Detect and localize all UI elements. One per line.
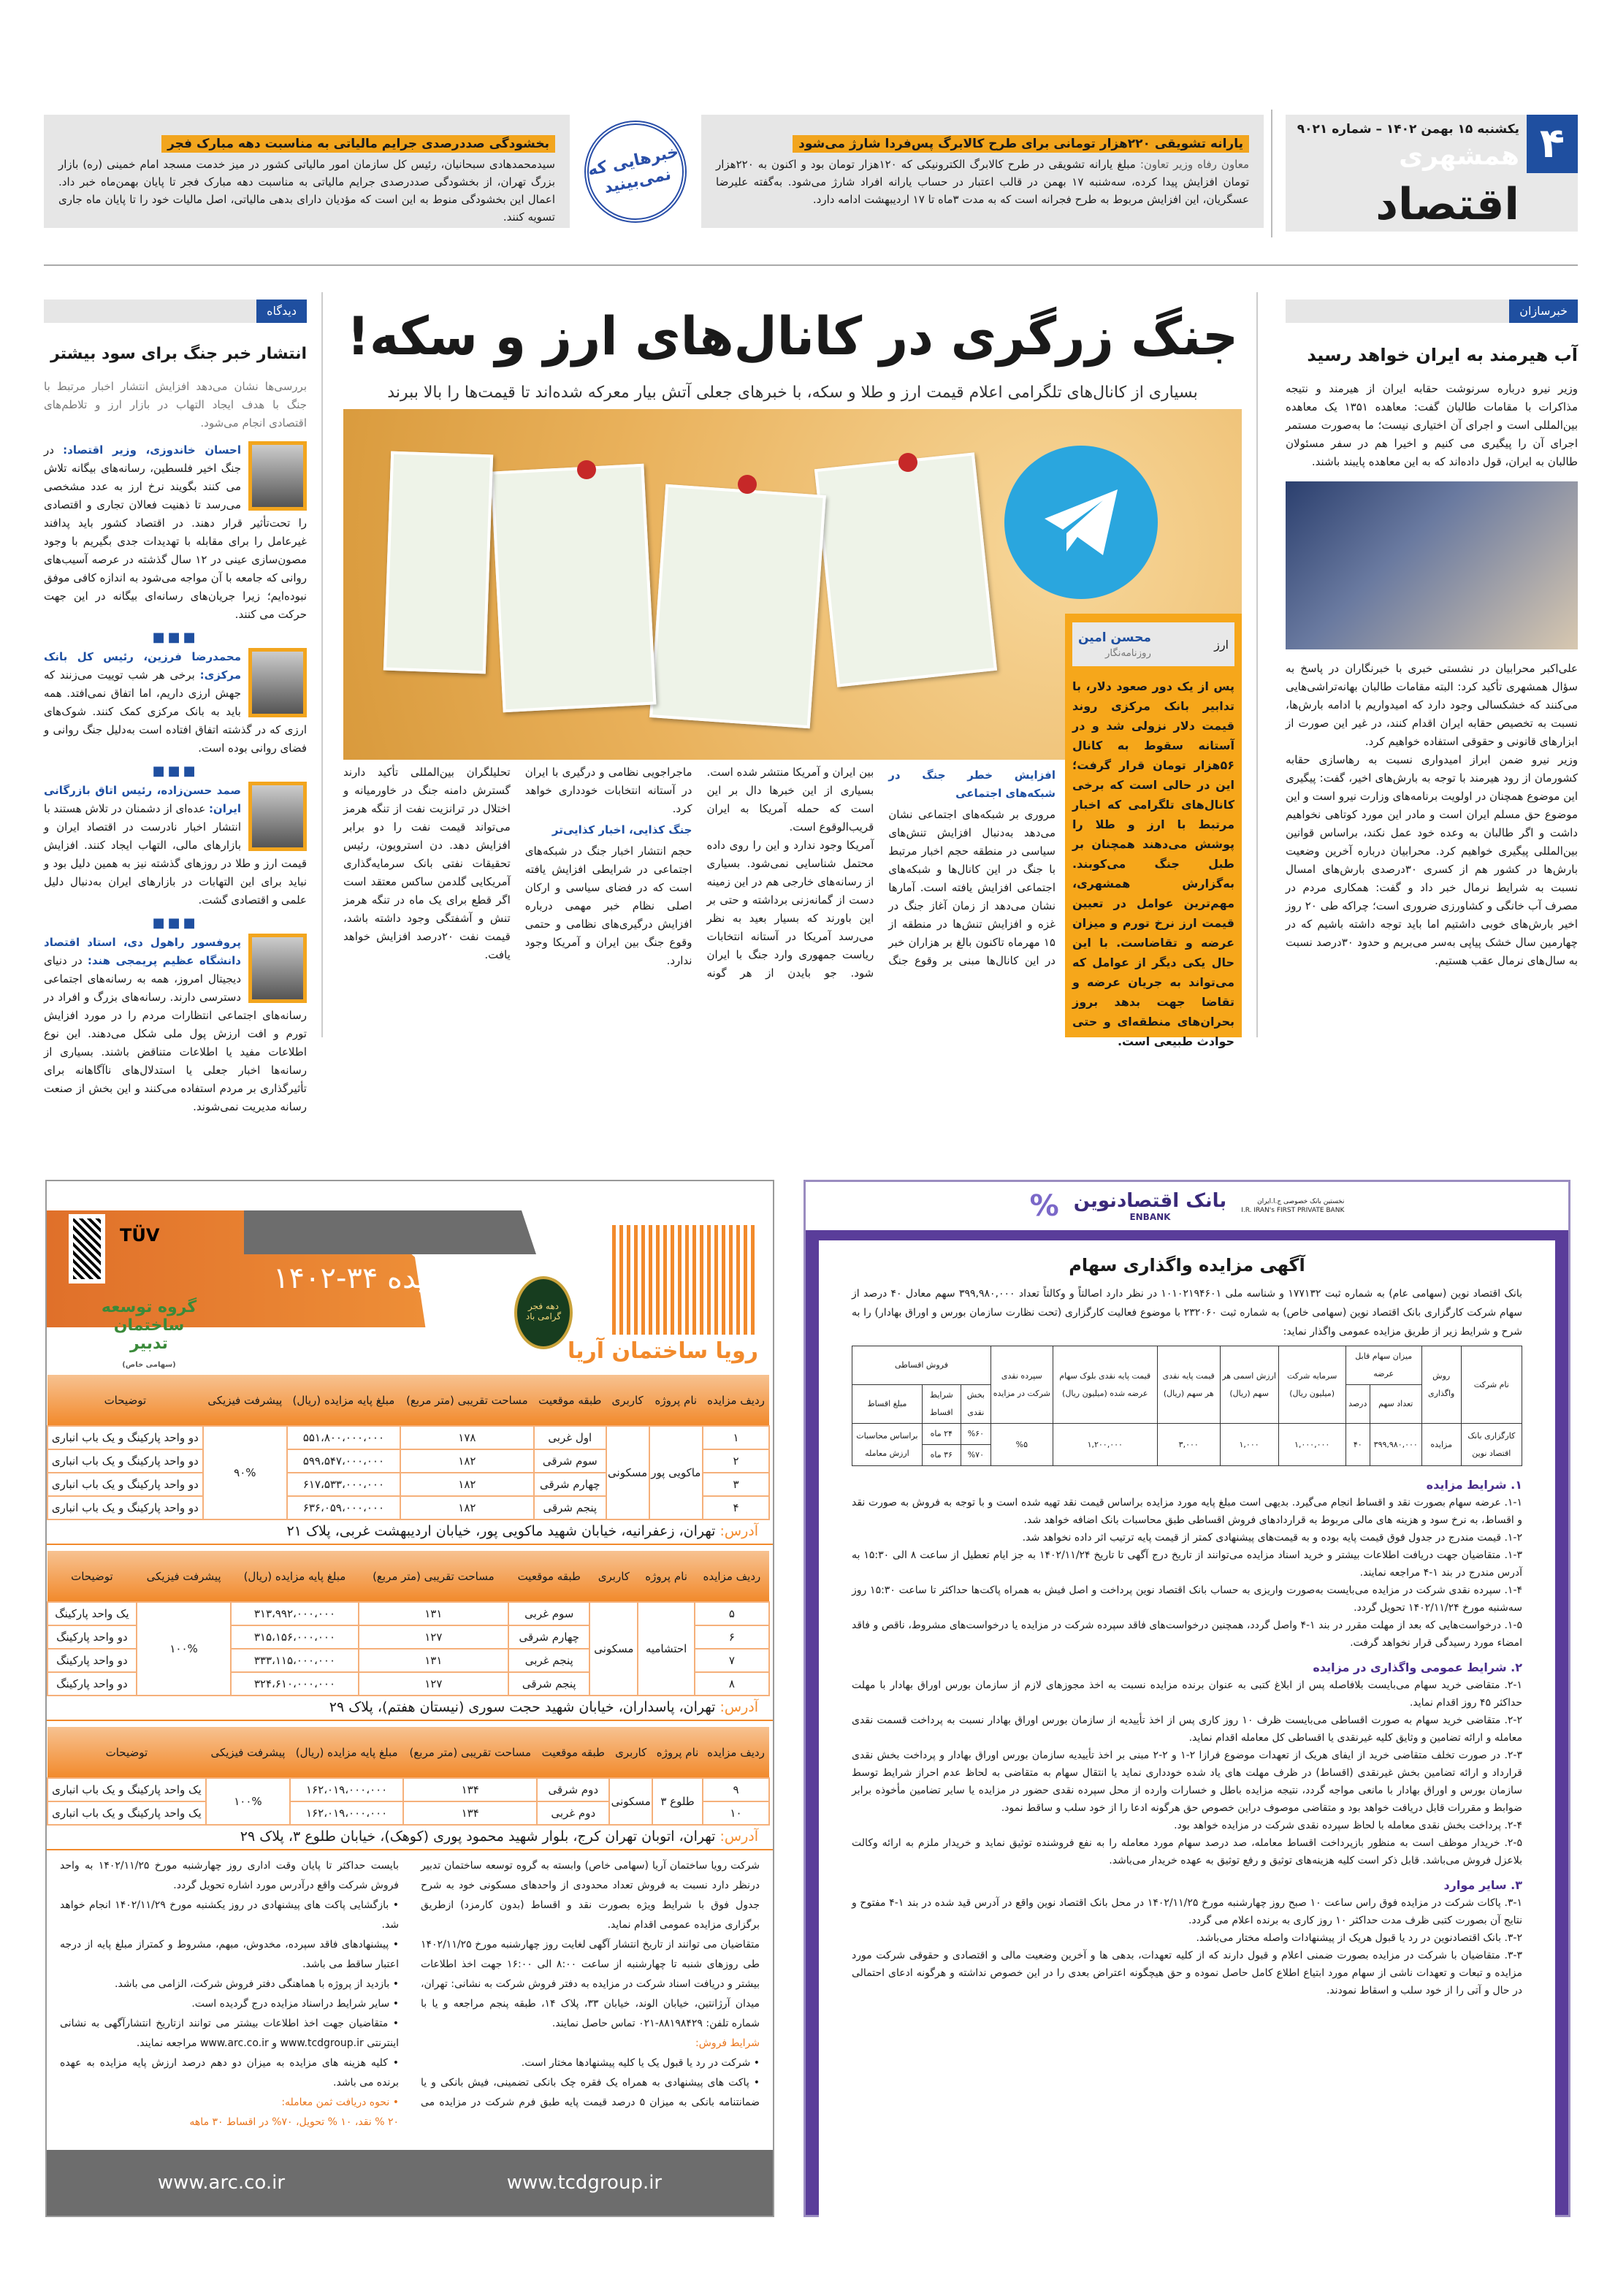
auction-tables	[47, 1375, 773, 1850]
quote-text: برخی هر شب توییت می‌زنند که جهش ارزی داریم، اما اتفاق نمی‌افتد. همه باید به بانک مرکزی کمک کنند. شوک‌های ارزی که در گذشته اتفاق افتاده است به‌دلیل جنگ روانی و فضای روانی بوده است.	[44, 668, 307, 755]
table-header-row	[47, 1375, 769, 1426]
lead-box	[1065, 614, 1242, 1048]
article-lead: پس از یک دور صعود دلار، با تدابیر بانک مرکزی روند قیمت دلار نزولی شد و در آستانه سقوط به کانال ۵۶هزار تومان قرار گرفت؛ این در حالی است که برخی کانال‌های تلگرامی که اخبار مرتبط با ارز و طلا را پوشش می‌دهند همچنان بر طبل جنگ می‌کوبند. به‌گزارش همشهری، مهم‌ترین عوامل در تعیین قیمت ارز نرخ تورم و میزان عرضه و تقاضاست. با این حال یکی دیگر از عوامل که می‌تواند به جریان عرضه و تقاضا جهت بدهد بروز بحران‌های منطقه‌ای و حتی حوادث طبیعی است.	[1072, 679, 1234, 1048]
person-photo	[248, 782, 307, 851]
group-logo-text: گروه توسعه ساختمان	[101, 1298, 197, 1335]
column-header: شرایط اقساط	[922, 1385, 961, 1424]
table-cell: ۱۳۴	[403, 1801, 537, 1825]
table-cell: براساس محاسبات ارزش معامله	[852, 1424, 923, 1466]
rubric: ارز	[1214, 637, 1229, 652]
ad-header	[47, 1181, 773, 1375]
terms-paragraph: • پیشنهادهای فاقد سپرده، مخدوش، مبهم، مشروط و کمتراز مبلغ پایه از درجه اعتبار ساقط می باشد.	[60, 1939, 399, 1970]
clause: ۲-۲. متقاضی خرید سهام به صورت اقساطی می‌بایست ظرف ۱۰ روز کاری پس از اخذ تأییدیه از سازمان بورس اوراق بهادار نسبت به پرداخت قسمت نقدی معامله و ارائه تضامین و وثایق کلیه غیرنقدی یا اقساطی کل معامله اقدام نماید.	[852, 1715, 1522, 1744]
article-lead: بررسی‌ها نشان می‌دهد افزایش انتشار اخبار مرتبط با جنگ با هدف ایجاد التهاب در بازار ارز و تلاطم‌های اقتصادی انجام می‌شود.	[44, 380, 307, 430]
quotes-list	[44, 441, 307, 1116]
column-header: قیمت پایه نقدی هر سهم (ریال)	[1157, 1346, 1220, 1424]
table-cell: ۱,۲۰۰,۰۰۰	[1053, 1424, 1157, 1466]
quote-speaker: پروفسور راهول دی، استاد اقتصاد دانشگاه عظیم پریمجی هند:	[44, 936, 242, 967]
table-cell: سوم غربی	[508, 1602, 589, 1625]
quote-speaker: احسان خاندوزی، وزیر اقتصاد:	[63, 443, 241, 457]
column-header: مساحت تقریبی (متر مربع)	[400, 1375, 534, 1426]
table-cell: ۸	[695, 1672, 769, 1696]
table-cell: ماکویی پور	[649, 1426, 703, 1519]
column-header: توضیحات	[47, 1551, 137, 1602]
ad-title: آگهی مزایده واگذاری سهام	[1069, 1255, 1305, 1275]
table-cell: ۱۳۴	[403, 1778, 537, 1801]
table-cell: ۱۳۱	[359, 1602, 509, 1625]
column-header: مبلغ پایه مزایده (ریال)	[290, 1727, 403, 1778]
company-logo-building	[612, 1225, 758, 1335]
ad-terms	[47, 1856, 773, 2132]
table-cell: ۳۲۴،۶۱۰،۰۰۰،۰۰۰	[231, 1672, 358, 1696]
table-cell: یک واحد پارکینگ	[47, 1602, 137, 1625]
column-header: مبلغ اقساط	[852, 1385, 923, 1424]
table-cell: ۱۸۲	[400, 1496, 534, 1519]
section-tag	[1286, 300, 1578, 323]
address	[47, 1696, 773, 1721]
tuv-logo: TÜV	[120, 1225, 160, 1246]
quote-speaker: صمد حسن‌زاده، رئیس اتاق بازرگانی ایران:	[44, 784, 241, 815]
table-cell: چهارم شرقی	[534, 1473, 606, 1496]
auction-title: مزایده ۳۴-۱۴۰۲	[273, 1262, 466, 1295]
table-cell: یک واحد پارکینگ و یک باب انباری	[47, 1778, 206, 1801]
terms-paragraph: • پاکت های پیشنهادی به همراه یک فقره چک بانکی تضمینی، فیش بانکی و یا ضمانتنامه بانکی به میزان ۵ درصد قیمت پایه طبق فرم شرکت در مزایده می بایست حداکثر تا پایان وقت اداری روز چهارشنبه مورخ ۱۴۰۲/۱۱/۲۵ به واحد فروش شرکت واقع درآدرس مورد اشاره تحویل گردد.	[60, 1860, 760, 2108]
table-cell: دو واحد پارکینگ و یک باب انباری	[47, 1426, 203, 1449]
article-title: آب هیرمند به ایران خواهد رسید	[1307, 345, 1578, 365]
table-header-row	[852, 1346, 1522, 1385]
table-cell: سوم شرقی	[534, 1449, 606, 1473]
auction-table	[47, 1551, 770, 1696]
column-header: مبلغ پایه مزایده (ریال)	[231, 1551, 358, 1602]
column-header: توضیحات	[47, 1375, 203, 1426]
table-cell: ۱۶۲،۰۱۹،۰۰۰،۰۰۰	[290, 1778, 403, 1801]
table-cell: ۳,۰۰۰	[1157, 1424, 1220, 1466]
quote-item	[44, 441, 307, 624]
qr-code[interactable]	[69, 1214, 105, 1284]
table-cell: احتشامیه	[638, 1602, 694, 1696]
article-paragraph: علی‌اکبر محرابیان در نشستی خبری با خبرنگاران در پاسخ به سؤال همشهری تأکید کرد: البته مقامات طالبان بهانه‌تراشی‌هایی می‌کنند که خشکسالی وجود دارد که امیدواریم با ادامه بارش‌ها، نسبت به تخصیص حقابه ایران اقدام کنند، در غیر این صورت از ابزارهای قانونی و حقوقی استفاده خواهیم کرد.	[1286, 662, 1578, 748]
column-header: فروش اقساطی	[852, 1346, 991, 1385]
ad-footer	[47, 2150, 773, 2216]
column-header: سپرده نقدی شرکت در مزایده	[990, 1346, 1053, 1424]
table-cell: ۱۰۰%	[137, 1602, 232, 1696]
article-paragraph: آمریکا وجود ندارد و این را روی داده محتمل شناسایی نمی‌شود. بسیاری از رسانه‌های خارجی هم در این زمینه دست از گمانه‌زنی برداشته و حتی بر این باورند که بسیار بعید به نظر می‌رسد آمریکا در آستانه انتخابات ریاست جمهوری وارد جنگ با ایران شود. جو بایدن از هر گونه ماجراجویی نظامی و درگیری با ایران در آستانه انتخابات خودداری خواهد کرد.	[524, 766, 874, 980]
column-header: نام پروژه	[652, 1727, 703, 1778]
table-cell: مزایده	[1421, 1424, 1461, 1466]
section-tag	[44, 300, 307, 323]
pin-icon	[577, 460, 596, 479]
quote-speaker: محمدرضا فرزین، رئیس کل بانک مرکزی:	[44, 650, 241, 682]
gray-banner	[244, 1210, 536, 1254]
table-cell: ۲۴ ماه	[922, 1424, 961, 1445]
column-header: مساحت تقریبی (متر مربع)	[359, 1551, 509, 1602]
ad-intro: بانک اقتصاد نوین (سهامی عام) به شماره ثبت ۱۷۷۱۳۲ و شناسه ملی ۱۰۱۰۲۱۹۴۶۰۱ در نظر دارد اصالتاً و وکالتاً تعداد ۳۹۹,۹۸۰,۰۰۰ سهم معادل ۴۰ درصد از سهام شرکت کارگزاری بانک اقتصاد نوین (سهامی خاص) به شماره ثبت ۲۳۲۰۶۰ با موضوع فعالیت کارگزاری (تحت نظارت سازمان بورس و اوراق بهادار) را به شرح و شرایط زیر از طریق مزایده عمومی واگذار نماید:	[852, 1288, 1523, 1338]
table-cell: ۳۱۳،۹۹۲،۰۰۰،۰۰۰	[231, 1602, 358, 1625]
stamp-logo	[570, 117, 701, 226]
tagline: نخستین بانک خصوصی ج.ا.ایران	[1257, 1198, 1345, 1205]
table-cell: ۵۵۱،۸۰۰،۰۰۰،۰۰۰	[287, 1426, 400, 1449]
bank-logo	[1074, 1190, 1226, 1222]
table-header-row	[47, 1551, 769, 1602]
table-cell: ۱,۰۰۰	[1220, 1424, 1278, 1466]
clause: ۲-۴. پرداخت بخش نقدی معامله با لحاظ سپرده نقدی شرکت در مزایده خواهد بود.	[1174, 1820, 1522, 1831]
terms-paragraph: • بازگشایی پاکت های پیشنهادی در روز یکشنبه مورخ ۱۴۰۲/۱۱/۲۹ انجام خواهد شد.	[60, 1899, 399, 1931]
table-cell: کارگزاری بانک اقتصاد نوین	[1461, 1424, 1522, 1466]
article-paragraph: وزیر نیرو درباره سرنوشت حقابه ایران از هیرمند و نتیجه مذاکرات با مقامات طالبان گفت: معاهده ۱۳۵۱ یک معاهده بین‌المللی است و اجرای آن اختیاری نیست؛ ما به‌صورت مستمر اجرای آن را پیگیری می کنیم و اخیرا هم در سفر مسئولان طالبان به ایران، قول داده‌اند که به این معاهده پایبند باشند.	[1286, 382, 1578, 468]
table-row	[47, 1602, 769, 1625]
terms-paragraph: • شرکت در رد یا قبول یک یا کلیه پیشنهادها مختار است.	[521, 2057, 760, 2069]
column-header: سرمایه شرکت (میلیون ریال)	[1278, 1346, 1345, 1424]
column-header: نام شرکت	[1461, 1346, 1522, 1424]
column-header: پیشرفت فیزیکی	[206, 1727, 290, 1778]
quote-item	[44, 934, 307, 1116]
table-cell: ۳۹۹,۹۸۰,۰۰۰	[1370, 1424, 1421, 1466]
column-header: کاربری	[606, 1375, 649, 1426]
address-text: تهران، زعفرانیه، خیابان شهید ماکویی پور، خیابان اردیبهشت غربی، پلاک ۲۱	[286, 1523, 720, 1539]
bank-percent-icon: %	[1029, 1189, 1059, 1223]
table-cell: چهارم شرقی	[508, 1625, 589, 1649]
table-cell: دو واحد پارکینگ	[47, 1625, 137, 1649]
terms-paragraph: • متقاضیان جهت اخذ اطلاعات بیشتر می توانند ازتاریخ انتشارآگهی به نشانی اینترنتی www.tcdgroup.ir و www.arc.co.ir مراجعه نمایند.	[60, 2018, 399, 2049]
table-cell: مسکونی	[609, 1778, 652, 1825]
column-header: طبقه موقعیت	[508, 1551, 589, 1602]
author-name: محسن امین	[1078, 630, 1151, 645]
stamp-text: خبرهایی که نمی‌بینید	[575, 111, 696, 232]
article-paragraph: وزیر نیرو ضمن ابراز امیدواری نسبت به رهاسازی حقابه کشورمان از رود هیرمند با توجه به بارش‌های اخیر، گفت: پیگیری این موضوع همچنان در اولویت برنامه‌های وزارت نیرو است و این موضوع حق مسلم ایران است و مادر این مورد کوتاهی نخواهیم داشت و اگر طالبان به وعده خود عمل نکند، براساس قوانین بین‌المللی پیگیری خواهیم کرد. محرابیان درباره آخرین وضعیت بارش‌ها در کشور هم از کسری ۳۰درصدی بارش‌های امسال نسبت به شرایط نرمال خبر داد و گفت: همکاری مردم در مصرف آب خانگی و کشاورزی ضروری است؛ چراکه طی ۲۰ روز اخیر بارش‌های خوبی داشتیم اما باید توجه داشته باشیم که در چهارمین سال خشک پیاپی به‌سر می‌بریم و حدود ۳۰درصد نسبت به سال‌های نرمال عقب هستیم.	[1286, 753, 1578, 967]
table-cell: ۵	[695, 1602, 769, 1625]
table-cell: پنجم شرقی	[534, 1496, 606, 1519]
tagline-en: I.R. IRAN's FIRST PRIVATE BANK	[1241, 1207, 1345, 1214]
table-cell: ۲	[703, 1449, 769, 1473]
auction-table	[47, 1727, 770, 1826]
table-cell: ۵۹۹،۵۴۷،۰۰۰،۰۰۰	[287, 1449, 400, 1473]
section-heading: ۳. سایر موارد	[1443, 1878, 1522, 1892]
terms-paragraph: • بازدید از پروژه با هماهنگی دفتر فروش شرکت، الزامی می باشد.	[115, 1978, 399, 1990]
terms-paragraph: متقاضیان می توانند از تاریخ انتشار آگهی لغایت روز چهارشنبه مورخ ۱۴۰۲/۱۱/۲۵ طی روزهای شنبه تا چهارشنبه از ساعت ۸:۰۰ الی ۱۶:۰۰ جهت اخذ اطلاعات بیشتر و دریافت اسناد شرکت در مزایده به دفتر فروش شرکت به نشانی: تهران، میدان آرژانتین، خیابان الوند، خیابان ۳۳، پلاک ۱۴، طبقه پنجم مراجعه و یا با شماره تلفن: ۸۸۱۹۸۴۲۹-۰۲۱ تماس حاصل نمایند.	[421, 1939, 760, 2029]
table-cell: ۳۳۳،۱۱۵،۰۰۰،۰۰۰	[231, 1649, 358, 1672]
person-photo	[248, 441, 307, 511]
table-cell: %۶۰	[961, 1424, 990, 1445]
table-cell: ۱۳۱	[359, 1649, 509, 1672]
table-cell: ۱۷۸	[400, 1426, 534, 1449]
terms-paragraph: ۲۰ % نقد، ۱۰ % تحویل، ۷۰% در اقساط ۳۰ ماهه	[189, 2116, 399, 2128]
terms-paragraph: شرکت رویا ساختمان آریا (سهامی خاص) وابسته به گروه توسعه ساختمان تدبیر درنظر دارد نسبت به فروش تعداد محدودی از واحدهای مسکونی خود به شرح جدول فوق با شرایط ویژه بصورت نقد و اقساط (بدون کارمزد) ازطریق برگزاری مزایده عمومی اقدام نماید.	[421, 1860, 760, 1931]
table-cell: دوم شرقی	[537, 1778, 609, 1801]
column-header: قیمت پایه نقدی بلوک سهام عرضه شده (میلیون ریال)	[1053, 1346, 1157, 1424]
table-cell: ۶۱۷،۵۳۳،۰۰۰،۰۰۰	[287, 1473, 400, 1496]
table-cell: ۴	[703, 1496, 769, 1519]
bank-tagline	[1241, 1197, 1344, 1215]
person-photo	[248, 934, 307, 1003]
section-heading: ۲. شرایط عمومی واگذاری در مزایده	[1313, 1660, 1522, 1674]
divider	[1271, 110, 1272, 237]
tag-label: دیدگاه	[256, 300, 307, 323]
bank-name: بانک اقتصادنوین	[1073, 1190, 1227, 1212]
address-text: تهران، پاسداران، خیابان شهید حجت سوری (نیستان هفتم)، پلاک ۲۹	[329, 1699, 720, 1715]
column-header: نام پروژه	[638, 1551, 694, 1602]
table-cell: ۱۲۷	[359, 1625, 509, 1649]
subheading: افزایش خطر جنگ در شبکه‌های اجتماعی	[888, 768, 1056, 800]
telegram-icon	[1004, 446, 1158, 599]
article-paragraph: مروری بر شبکه‌های اجتماعی نشان می‌دهد به‌دنبال افزایش تنش‌های سیاسی در منطقه حجم اخبار مرتبط با جنگ در این کانال‌ها و شبکه‌های اجتماعی افزایش یافته است. آمارها نشان می‌دهد از زمان آغاز جنگ در غزه و افزایش تنش‌ها در منطقه از ۱۵ مهرماه تاکنون بالغ بر هزاران خبر در این کانال‌ها مبنی بر وقوع جنگ بین ایران و آمریکا منتشر شده است. بسیاری از این خبرها دال بر این است که حمله آمریکا به ایران قریب‌الوقوع است.	[706, 766, 1056, 967]
shares-table	[852, 1346, 1522, 1466]
column-header: نام پروژه	[649, 1375, 703, 1426]
clause: ۳-۳. متقاضیان با شرکت در مزایده بصورت ضمنی اعلام و قبول دارند که از کلیه تعهدات، بدهی ها و آخرین وضعیت مالی و اقتصادی و حقوقی شرکت مورد مزایده و تبعات و تعهدات ناشی از سهام مورد ابتیاع اطلاع کامل حاصل نموده و حق هیچگونه اعتراض بعدی را در این خصوص نداشته و هرگونه ادعای احتمالی در حال و آتی را از خود سلب و اسقاط نمودند.	[852, 1950, 1522, 1996]
quote-text: در جنگ اخیر فلسطین، رسانه‌های بیگانه تلاش می کنند بگویند نرخ ارز به عدد مشخصی می‌رسد تا ذهنیت فعالان تجاری و اقتصادی را تحت‌تأثیر قرار دهند. در اقتصاد کشور باید پدافند غیرعامل را برای مقابله با تهدیدات جدی بگیریم با وجود مصون‌سازی عینی در ۱۲ سال گذشته در عرصه آسیب‌های روانی که جامعه با آن مواجه می‌شود به اندازه کافی موفق نبوده‌ایم؛ زیرا جریان‌های رسانه‌ای بیگانه در این جهت حرکت می کنند.	[44, 443, 308, 621]
news-lead: معاون رفاه وزیر تعاون:	[1140, 158, 1250, 171]
table-cell: ۱۰	[703, 1801, 769, 1825]
divider	[321, 292, 323, 1037]
clause: ۲-۵. خریدار موظف است به منظور بازپرداخت اقساط معامله، صد درصد سهام مورد معامله را به نفع فروشنده توثیق نماید و خریدار ملزم به ارائه وکالت بلاعزل فروش می‌باشد. قابل ذکر است کلیه هزینه‌های توثیق و رفع توثیق به عهده خریدار می‌باشد.	[852, 1837, 1522, 1866]
column-header: روش واگذاری	[1421, 1346, 1461, 1424]
divider	[1256, 292, 1258, 1037]
table-cell: پنجم شرقی	[508, 1672, 589, 1696]
table-cell: ۳	[703, 1473, 769, 1496]
column-header: پیشرفت فیزیکی	[203, 1375, 287, 1426]
news-body: سیدمحمدهادی سبحانیان، رئیس کل سازمان امور مالیاتی کشور در میز خدمت مسجد امام خمینی (ره) بازار بزرگ تهران، از بخشودگی صددرصدی جرایم مالیاتی به مناسبت دهه مبارک فجر تا پایان بهمن‌ماه خبر داد. اعمال این بخشودگی منوط به این است که مؤدیان دارای بدهی مالیاتی، اصل مالیات خود را تا پایان ماه جاری تسویه کنند.	[58, 158, 555, 224]
column-header: ارزش اسمی هر سهم (ریال)	[1220, 1346, 1278, 1424]
article-title: انتشار خبر جنگ برای سود بیشتر	[50, 345, 307, 363]
clause: ۳-۱. پاکات شرکت در مزایده فوق راس ساعت ۱۰ صبح روز چهارشنبه مورخ ۱۴۰۲/۱۱/۲۵ در محل بانک اقتصاد نوین واقع در آدرس قید شده در بند ۱-۴ مفتوح و نتایج آن بصورت کتبی ظرف مدت حداکثر ۱۰ روز کاری به برنده اعلام می گردد.	[852, 1897, 1522, 1926]
clause: ۱-۳. متقاضیان جهت دریافت اطلاعات بیشتر و خرید اسناد مزایده می‌توانند از تاریخ درج آگهی تا تاریخ ۱۴۰۲/۱۱/۲۴ به جز ایام تعطیل از ساعت ۸ الی ۱۵:۳۰ به آدرس مندرج در بند ۱-۴ مراجعه نمایند.	[852, 1549, 1522, 1579]
right-column	[1286, 300, 1578, 970]
address	[47, 1826, 773, 1850]
ad-sections	[852, 1476, 1522, 1999]
column-header: ردیف مزایده	[703, 1375, 769, 1426]
separator-squares: ■■■	[152, 763, 199, 779]
website-link[interactable]: www.tcdgroup.ir	[506, 2172, 663, 2194]
fajr-badge: دهه فجر گرامی باد	[514, 1276, 573, 1349]
article-paragraph: تحلیلگران بین‌المللی تأکید دارند گسترش دامنه جنگ در خاورمیانه و اختلال در ترانزیت نفت از تنگه هرمز می‌تواند قیمت نفت را دو برابر افزایش دهد. دن استرویون، رئیس تحقیقات نفتی بانک سرمایه‌گذاری آمریکایی گلدمن ساکس معتقد است اگر قطع برای یک ماه در تنگه هرمز تنش و آشفتگی وجود داشته باشد، قیمت نفت ۲۰درصد افزایش خواهد یافت.	[343, 766, 511, 961]
quote-text: در دنیای دیجیتال امروز، همه به رسانه‌های اجتماعی دسترسی دارند. رسانه‌های بزرگ و افراد در رسانه‌های اجتماعی انتظارات مردم را در مورد افزایش تورم و افت ارزش پول ملی شکل می‌دهند. این نوع اطلاعات مفید یا اطلاعات متناقض باشند. بسیاری از رسانه‌ها اخبار جعلی یا استدلال‌های ناآگاهانه برای تأثیرگذاری بر مردم استفاده می‌کنند و این بخش از صنعت رسانه مدیریت نمی‌شوند.	[44, 954, 307, 1113]
column-header: کاربری	[609, 1727, 652, 1778]
article-body	[343, 763, 1056, 1041]
website-link[interactable]: www.arc.co.ir	[157, 2172, 286, 2194]
table-cell: پنجم غربی	[508, 1649, 589, 1672]
column-header: توضیحات	[47, 1727, 206, 1778]
minister-photo	[1286, 481, 1578, 649]
author-role: روزنامه‌نگار	[1104, 647, 1151, 659]
quote-item	[44, 782, 307, 909]
address	[47, 1520, 773, 1545]
table-cell: دو واحد پارکینگ و یک باب انباری	[47, 1496, 203, 1519]
column-header: پیشرفت فیزیکی	[137, 1551, 232, 1602]
table-cell: مسکونی	[589, 1602, 638, 1696]
table-header-row	[47, 1727, 769, 1778]
terms-paragraph: شرایط فروش:	[695, 2037, 760, 2049]
address-label: آدرس:	[719, 1699, 758, 1715]
table-cell: دو واحد پارکینگ و یک باب انباری	[47, 1473, 203, 1496]
table-cell: %۷۰	[961, 1445, 990, 1466]
pin-icon	[738, 475, 757, 494]
group-type: (سهامی خاص)	[122, 1361, 176, 1369]
table-row	[852, 1424, 1522, 1445]
main-subtitle: بسیاری از کانال‌های تلگرامی اعلام قیمت ارز و طلا و سکه، با خبرهای جعلی آتش بیار معرکه شده‌اند تا قیمت‌ها را بالا ببرند	[387, 384, 1198, 402]
table-cell: ۶	[695, 1625, 769, 1649]
column-header: طبقه موقعیت	[537, 1727, 609, 1778]
table-cell: ۳۶ ماه	[922, 1445, 961, 1466]
column-header: کاربری	[589, 1551, 638, 1602]
terms-paragraph: • کلیه هزینه های مزایده به میزان دو دهم درصد ارزش پایه مزایده به عهده برنده می باشد.	[60, 2057, 399, 2089]
news-title: بخشودگی صددرصدی جرایم مالیاتی به مناسبت دهه مبارک فجر	[161, 135, 555, 153]
quote-item	[44, 648, 307, 758]
table-cell: دو واحد پارکینگ	[47, 1672, 137, 1696]
table-row	[47, 1426, 769, 1449]
table-cell: یک واحد پارکینگ و یک باب انباری	[47, 1801, 206, 1825]
table-cell: ۱۶۲،۰۱۹،۰۰۰،۰۰۰	[290, 1801, 403, 1825]
table-cell: ۳۱۵،۱۵۶،۰۰۰،۰۰۰	[231, 1625, 358, 1649]
channel-screenshot	[814, 452, 997, 687]
channel-screenshot	[383, 451, 493, 674]
article-paragraph: حجم انتشار اخبار جنگ در شبکه‌های اجتماعی در شرایطی افزایش یافته است که در فضای سیاسی و ارکان اصلی نظام خبر مهمی درباره افزایش درگیری‌های نظامی و حتمی وقوع جنگ بین ایران و آمریکا وجود ندارد.	[524, 844, 692, 967]
left-column	[44, 300, 307, 1122]
news-brief-tax	[44, 115, 570, 228]
table-cell: ۶۳۶،۰۵۹،۰۰۰،۰۰۰	[287, 1496, 400, 1519]
table-cell: ۴۰	[1345, 1424, 1370, 1466]
address-label: آدرس:	[719, 1828, 758, 1845]
separator-squares: ■■■	[152, 915, 199, 931]
page-number: ۴	[1527, 115, 1578, 173]
author-box	[1072, 622, 1234, 666]
auction-table	[47, 1375, 770, 1520]
table-row	[47, 1778, 769, 1801]
address-text: تهران، اتوبان تهران کرج، بلوار شهید محمود پوری (کوهک)، خیابان طلوع ۳، پلاک ۲۹	[240, 1828, 720, 1845]
masthead	[1286, 115, 1578, 232]
real-estate-auction-ad	[45, 1180, 774, 2217]
channel-screenshot	[491, 464, 657, 713]
clause: ۲-۳. در صورت تخلف متقاضی خرید از ایفای هریک از تعهدات موضوع فرازا ۲-۱ و ۲-۲ مبنی بر اخذ تأییدیه سازمان بورس اوراق بهادار و پرداخت بخش نقدی قرارداد و ارائه تضامین بخش غیرنقدی (اقساط) در ظرف مهلت های یاد شده خودداری نماید یا انتقال سهام به متقاضی به لحاظ عدم احراز شرایط توسط سازمان بورس و اوراق بهادار با مانعی مواجه گردد، نتیجه مزایده باطل و خسارات وارده از محل سپرده نقدی حضور در مزایده یا سایر تضامین مأخوذه برابر ضوابط و مقررات قابل دریافت خواهد بود و متقاضی موصوف دراین خصوص حق هرگونه ادعا را از خود سلب و ساقط نمود.	[852, 1750, 1522, 1814]
table-cell: دوم غربی	[537, 1801, 609, 1825]
table-cell: ۱۸۲	[400, 1473, 534, 1496]
column-header: مساحت تقریبی (متر مربع)	[403, 1727, 537, 1778]
column-header: ردیف مزایده	[703, 1727, 769, 1778]
table-cell: ۹	[703, 1778, 769, 1801]
table-cell: اول غربی	[534, 1426, 606, 1449]
clause: ۲-۱. متقاضی خرید سهام می‌بایست بلافاصله پس از ابلاغ کتبی به عنوان برنده مزایده نسبت به اخذ مجوزهای لازم از سازمان بورس اوراق بهادار با مهلت حداکثر ۴۵ روز اقدام نماید.	[852, 1679, 1522, 1709]
section-title: اقتصاد	[1375, 179, 1519, 230]
column-header: درصد	[1345, 1385, 1370, 1424]
group-logo	[76, 1298, 222, 1371]
table-cell: ۱	[703, 1426, 769, 1449]
column-header: ردیف مزایده	[695, 1551, 769, 1602]
column-header: میزان سهام قابل عرضه	[1345, 1346, 1421, 1385]
quote-text: عده‌ای از دشمنان در تلاش هستند با انتشار اخبار نادرست در اقتصاد ایران و بازارهای مالی، التهاب ایجاد کنند. افزایش قیمت ارز و طلا در روزهای گذشته نیز به همین دلیل بود و نباید برای این التهابات در بازارهای ایران به‌دنبال دلیل علمی و اقتصادی گشت.	[44, 802, 307, 907]
channel-screenshot	[649, 484, 826, 729]
main-headline: جنگ زرگری در کانال‌های ارز و سکه!	[346, 305, 1239, 367]
bank-header	[806, 1182, 1568, 1240]
table-cell: ۱۸۲	[400, 1449, 534, 1473]
separator-squares: ■■■	[152, 630, 199, 645]
group-logo-text: تدبیر	[130, 1335, 168, 1353]
clause: ۱-۴. سپرده نقدی شرکت در مزایده می‌بایست به‌صورت واریزی به حساب بانک اقتصاد نوین پرداخت و اصل فیش به همراه پاکت‌ها حداکثر تا ساعت ۱۵:۳۰ روز سه‌شنبه مورخ ۱۴۰۲/۱۱/۲۴ تحویل گردد.	[852, 1584, 1523, 1614]
clause: ۳-۲. بانک اقتصادنوین در رد یا قبول هریک از پیشنهادات واصله مختار می‌باشد.	[1196, 1932, 1522, 1944]
clause: ۱-۲. قیمت مندرج در جدول فوق قیمت پایه بوده و به قیمت‌های پیشنهادی کمتر از قیمت پایه ترتیب اثر داده نخواهد شد.	[1022, 1532, 1522, 1544]
table-cell: مسکونی	[606, 1426, 649, 1519]
table-cell: طلوع ۳	[652, 1778, 703, 1825]
table-cell: %۵	[990, 1424, 1053, 1466]
bank-share-auction-ad	[804, 1180, 1570, 2217]
person-photo	[248, 648, 307, 717]
column-header: طبقه موقعیت	[534, 1375, 606, 1426]
table-cell: ۷	[695, 1649, 769, 1672]
table-cell: دو واحد پارکینگ و یک باب انباری	[47, 1449, 203, 1473]
terms-paragraph: • سایر شرایط دراسناد مزایده درج گردیده است.	[191, 1998, 399, 2010]
address-label: آدرس:	[719, 1523, 758, 1539]
bank-name-en: ENBANK	[1129, 1212, 1171, 1222]
newspaper-logo: همشهری	[1399, 141, 1519, 171]
clause: ۱-۱. عرضه سهام بصورت نقد و اقساط انجام می‌گیرد. بدیهی است مبلغ پایه مورد مزایده براساس قیمت نقد تهیه شده است و با توجه به فروش به صورت نقد و اقساط، به نرخ سود و هزینه های مالی مربوط به قراردادهای فروش اقساطی طبق محاسبات بانک اضافه خواهد شد.	[852, 1497, 1522, 1526]
ad-content	[819, 1240, 1555, 2260]
news-title: یارانه تشویقی ۲۲۰هزار تومانی برای طرح کالابرگ پس‌فردا شارژ می‌شود	[793, 135, 1249, 153]
column-header: تعداد سهم	[1370, 1385, 1421, 1424]
table-cell: دو واحد پارکینگ	[47, 1649, 137, 1672]
clause: ۱-۵. درخواست‌هایی که بعد از مهلت مقرر در بند ۱-۴ واصل گردد، همچنین درخواست‌های فاقد سپرده شرکت در مزایده یا درخواست‌های مشروط، ناقص و فاقد امضاء مورد رسیدگی قرار نخواهد گرفت.	[852, 1620, 1522, 1649]
issue-date: یکشنبه ۱۵ بهمن ۱۴۰۲ – شماره ۹۰۲۱	[1297, 122, 1519, 137]
tag-label: خبرسازان	[1509, 300, 1578, 323]
news-brief-subsidy	[701, 115, 1264, 228]
table-cell: ۹۰%	[203, 1426, 287, 1519]
table-cell: ۱,۰۰۰,۰۰۰	[1278, 1424, 1345, 1466]
table-cell: ۱۲۷	[359, 1672, 509, 1696]
company-logo-text: رویا ساختمان آریا	[567, 1338, 758, 1364]
table-cell: ۱۰۰%	[206, 1778, 290, 1825]
subheading: جنگ کذایی، اخبار کذایی‌تر	[551, 823, 692, 836]
section-heading: ۱. شرایط مزایده	[1426, 1478, 1522, 1492]
terms-paragraph: • نحوه دریافت ثمن معامله:	[281, 2097, 399, 2108]
divider	[44, 264, 1578, 266]
column-header: بخش نقدی	[961, 1385, 990, 1424]
news-body: مبلغ یارانه تشویقی در طرح کالابرگ الکترونیکی که ۱۲۰هزار تومان بود و اکنون به ۲۲۰هزار تومان افزایش پیدا کرده، سه‌شنبه ۱۷ بهمن در قالب اعتبار در حساب یارانه افراد شارژ می‌شود. به‌گفته علیرضا عسگریان، این افزایش مربوط به طرح فجرانه است که به مدت ۳ماه تا ۱۷ اردیبهشت ادامه دارد.	[716, 158, 1249, 206]
pin-icon	[898, 453, 917, 472]
column-header: مبلغ پایه مزایده (ریال)	[287, 1375, 400, 1426]
